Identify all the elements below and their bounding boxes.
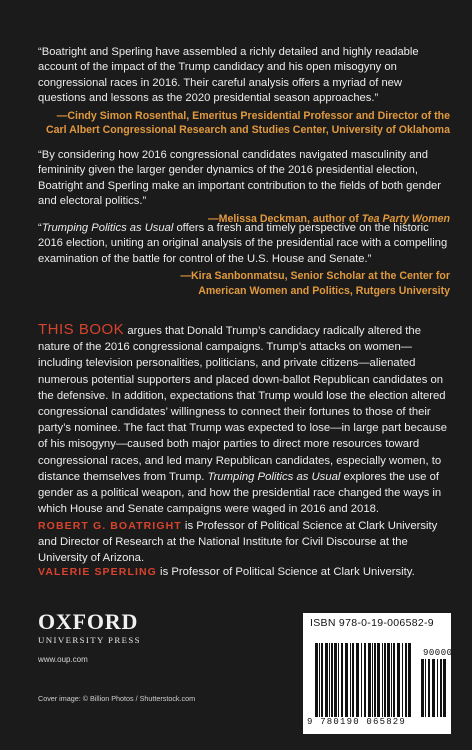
attribution-line: —Kira Sanbonmatsu, Senior Scholar at the Center for <box>180 270 450 283</box>
blurb-sanbonmatsu <box>38 221 450 298</box>
publisher-subtitle: UNIVERSITY PRESS <box>38 635 141 645</box>
barcode-bars <box>303 613 451 734</box>
isbn-barcode <box>303 613 451 734</box>
attribution-book-title: Tea Party Women <box>361 212 450 225</box>
blurb-deckman <box>38 148 450 226</box>
blurb-quote <box>38 221 450 267</box>
cover-image-credit: Cover image: © Billion Photos / Shutterstock.com <box>38 694 196 703</box>
publisher-name: OXFORD <box>38 609 139 634</box>
author-bio-boatright <box>38 518 452 567</box>
attribution-name: —Melissa Deckman, author of <box>208 212 362 225</box>
attribution-line: —Cindy Simon Rosenthal, Emeritus Presidential Professor and Director of the <box>56 109 450 122</box>
author-name: VALERIE SPERLING <box>38 566 157 578</box>
attribution-line: American Women and Politics, Rutgers University <box>198 284 450 297</box>
quote-text: offers a fresh and timely perspective on the historic 2016 election, uniting an original analysis of the presidential race with a compelling examination of the battle for control of the U.S. House and Senate.” <box>38 222 448 265</box>
author-name: ROBERT G. BOATRIGHT <box>38 520 182 532</box>
attribution-line: Carl Albert Congressional Research and Studies Center, University of Oklahoma <box>45 124 450 137</box>
description-text: argues that Donald Trump’s candidacy radically altered the nature of the 2016 congressional campaigns. Trump’s attacks on women—including television personalities, politicians, and private citizens—alienated numerous potential supporters and placed down-ballot Republican candidates on the defensive. In addition, expectations that Trump would lose the election altered congressional candidates’ willingness to connect their fortunes to those of their party’s nominee. The fact that Trump was expected to lose—in large part because of his misogyny—caused both major parties to direct more resources toward congressional races, and led many Republican candidates, especially women, to distance themselves from Trump. <box>38 325 448 483</box>
blurb-quote: “Boatright and Sperling have assembled a richly detailed and highly readable account of the impact of the Trump candidacy and his open misogyny on congressional races in 2016. Their careful analysis offers a myriad of new questions and lessons as the 2020 presidential season approaches.” <box>38 46 419 105</box>
blurb-quote: “By considering how 2016 congressional candidates navigated masculinity and femininity given the larger gender dynamics of the 2016 presidential election, Boatright and Sperling make an important contribution to the fields of both gender and electoral politics.” <box>38 149 442 208</box>
blurb-rosenthal <box>38 45 450 138</box>
blurb-attribution <box>38 269 450 298</box>
description-text: explores the use of gender as a political weapon, and how the presidential race changed the ways in which House and Senate campaigns were waged in 2016 and 2018. <box>38 470 442 516</box>
price-code: 90000 <box>423 648 453 658</box>
blurb-attribution <box>38 109 450 138</box>
quote-mark: “ <box>38 222 42 234</box>
publisher-url[interactable]: www.oup.com <box>38 655 88 664</box>
publisher-logo <box>38 610 178 646</box>
book-description <box>38 322 452 517</box>
description-book-title: Trumping Politics as Usual <box>207 470 341 483</box>
description-lead: THIS BOOK <box>38 321 125 338</box>
quote-book-title: Trumping Politics as Usual <box>41 222 174 234</box>
author-bio-sperling <box>38 564 452 580</box>
author-bio-text: is Professor of Political Science at Clark University and Director of Research at the National Institute for Civil Discourse at the University of Arizona. <box>38 520 438 565</box>
isbn-label: ISBN 978-0-19-006582-9 <box>310 617 434 629</box>
ean-digits: 9 780190 065829 <box>307 717 407 727</box>
author-bio-text: is Professor of Political Science at Clark University. <box>156 566 415 578</box>
